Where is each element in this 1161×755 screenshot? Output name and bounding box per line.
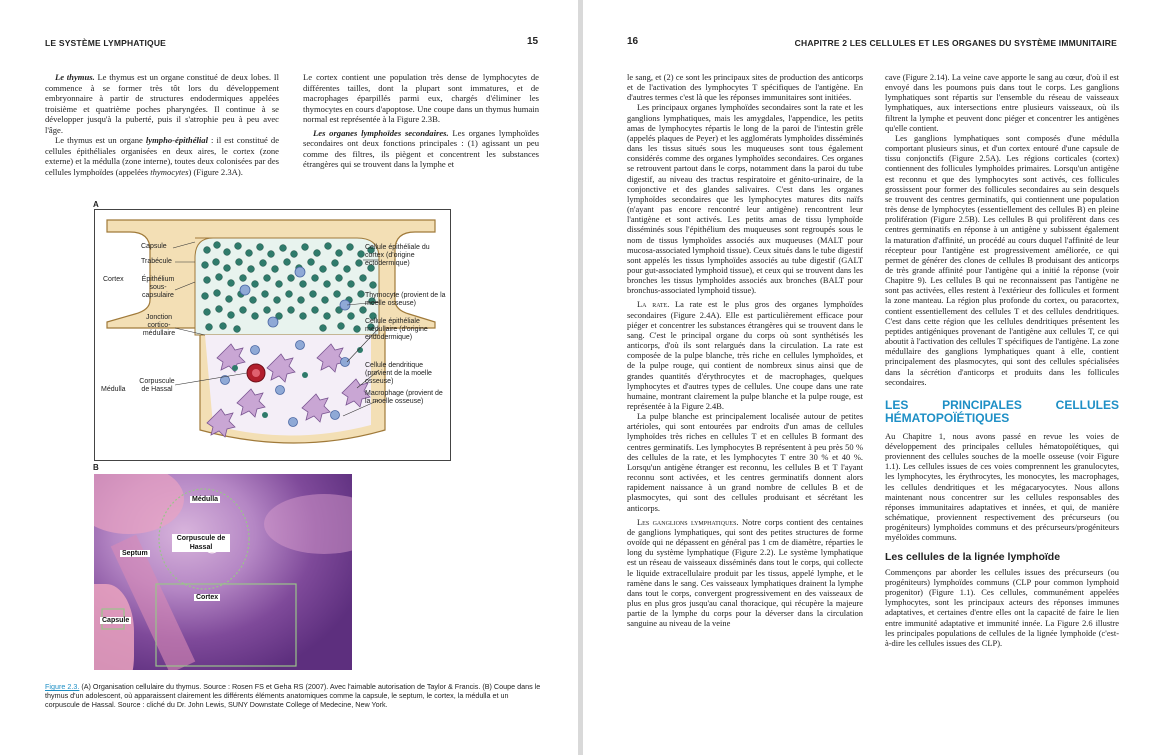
label-corpuscule: Corpuscule de Hassal xyxy=(139,378,175,393)
running-head-right: CHAPITRE 2 LES CELLULES ET LES ORGANES DU SYSTÈME IMMUNITAIRE xyxy=(794,38,1117,48)
right-page xyxy=(583,0,1161,755)
figure-caption xyxy=(45,682,545,709)
subsection-heading-lymphoid: Les cellules de la lignée lymphoïde xyxy=(885,550,1061,563)
figure-ref-link[interactable]: Figure 2.3. xyxy=(45,682,80,691)
hematopoietic-paragraph: Au Chapitre 1, nous avons passé en revue les voies de développement des principales cellules hématopoïétiques, qui proviennent des cellules souches de la moelle osseuse (voir Figure 1.1). Les cellules issues de ces voies comprennent les granulocytes, les lymphocytes, les érythrocytes, les monocytes, les macrophages, les cellules dendritiques et les mégacaryocytes. Nous allons maintenant nous concentrer sur les cellules responsables des réponses immunitaires adaptatives et innées, et qui, de manière schématique, proviennent respectivement des précurseurs (ou progéniteurs) lymphoïdes communs et des précurseurs/progéniteurs myéloïdes communs. xyxy=(885,430,1119,543)
right-column-1 xyxy=(627,72,863,628)
page-number-left: 15 xyxy=(527,36,539,47)
micro-label-septum: Septum xyxy=(122,550,148,557)
micro-label-capsule: Capsule xyxy=(102,617,130,624)
thymus-paragraph-2c: ) (Figure 2.3A). xyxy=(188,166,243,177)
micro-label-corpuscule: Corpuscule de Hassal xyxy=(172,534,230,552)
paragraph-intro: le sang, et (2) ce sont les principaux sites de production des anticorps et de l'activation des lymphocytes T spécifiques de l'antigène. En d'autres termes c'est là que les réponses immunitaires sont initiées. xyxy=(627,72,863,103)
secondary-organs-paragraph: Les organes lymphoïdes secondaires ont deux fonctions principales : (1) agissant un peu comme des filtres, ils piègent et concentrent les substances étrangères qui se trouvent dans la lymphe et xyxy=(303,127,539,170)
label-cell-medullary: Cellule épithéliale médullaire (d'origine endodermique) xyxy=(365,318,428,341)
label-cortex: Cortex xyxy=(103,276,124,283)
left-column-2 xyxy=(303,72,539,170)
label-capsule: Capsule xyxy=(141,243,167,250)
thymus-paragraph-2b: : il est constitué de cellules épithéliales organisées en deux aires, le cortex (zone externe) et la médulla (zone interne), toutes deux colonisées par des cellules lymphoïdes (appelées xyxy=(45,135,280,177)
figure-label-a: A xyxy=(93,200,99,209)
label-medulla: Médulla xyxy=(101,386,126,393)
label-thymocyte: Thymocyte (provient de la moelle osseuse) xyxy=(365,292,446,307)
lymph-nodes-heading: Les ganglions lymphatiques. xyxy=(637,516,739,527)
cortex-paragraph: Le cortex contient une population très dense de lymphocytes de différentes tailles, dont la plupart sont immatures, et de macrophages éparpillés parmi eux, chargés d'éliminer les thymocytes en cours d'apoptose. Une coupe dans un thymus humain normal est représentée à la Figure 2.3B. xyxy=(303,72,539,125)
label-macrophage: Macrophage (provient de la moelle osseuse) xyxy=(365,390,443,405)
secondary-organs-heading: Les organes lymphoïdes secondaires. xyxy=(313,127,449,138)
section-heading-hematopoietic: LES PRINCIPALES CELLULES HÉMATOPOÏÉTIQUES xyxy=(885,397,1119,425)
label-epithelium: Épithélium sous-capsulaire xyxy=(141,276,175,299)
lymph-node-structure-paragraph: Les ganglions lymphatiques sont composés d'une médulla comportant plusieurs sinus, et d'un cortex entouré d'une capsule de tissu conjonctifs (Figure 2.5A). Les régions corticales (cortex) contiennent des follicules lymphoïdes primaires. Lorsqu'un antigène est reconnu et que des lymphocytes sont activés, ces follicules grossissent pour former des follicules secondaires au sein desquels se trouvent des centres germinatifs, qui contiennent une population très dense de lymphocytes (essentiellement des cellules B) en pleine prolifération (Figure 2.5B). Les cellules B qui prolifèrent dans ces centres germinatifs en réponse à un antigène y subissent également la maturation d'affinité, un procédé au cours duquel l'affinité de leur récepteur pour l'antigène est progressivement améliorée, ce qui permet de générer des clones de cellules B produisant des anticorps de très grande affinité pour l'antigène qui a initié la réponse (voir Chapitre 9). Les cellules B qui ne reconnaissent pas l'antigène ne sont pas activées, elles restent à l'extérieur des follicules et forment la zone manteau. La région plus profonde du cortex, ou paracortex, contient essentiellement des cellules T et des cellules dendritiques. C'est dans cette région que les cellules dendritiques présentent les peptides antigéniques provenant de l'antigène aux cellules T, ce qui aboutit à l'activation des cellules T spécifiques de l'antigène. La zone médullaire des ganglions lymphatiques quant à elle, contient principalement des plasmocytes, qui sont des cellules spécialisées dans la sécrétion d'anticorps et produits dans les follicules secondaires. xyxy=(885,132,1119,387)
left-column-1 xyxy=(45,72,279,177)
thymus-heading: Le thymus. xyxy=(55,72,95,82)
thymus-paragraph-1: Le thymus est un organe constitué de deux lobes. Il commence à se former très tôt lors du développement embryonnaire à partir de structures endodermiques appelées troisième et quatrième poches pharyngées. Il continue à se développer jusqu'à la puberté, puis il s'atrophie peu à peu avec l'âge. xyxy=(45,72,279,135)
spleen-heading: La rate. xyxy=(637,299,670,310)
term-thymocytes: thymocytes xyxy=(150,166,189,177)
figure-2-3b-micrograph xyxy=(94,474,352,670)
micro-label-medulla: Médulla xyxy=(192,496,219,503)
spleen-paragraph: La rate est le plus gros des organes lymphoïdes secondaires (Figure 2.4A). Elle est particulièrement efficace pour piéger et concentrer les substances étrangères qui se trouvent dans le sang. C'est le principal organe du corps où sont synthétisés les anticorps, d'où ils sont relargués dans la circulation. La rate est composée de la pulpe blanche, très riche en cellules lymphoïdes, et de la pulpe rouge, qui contient de nombreux sinus ainsi que de grandes quantités d'érythrocytes et de macrophages, quelques lymphocytes et d'autres types de cellules. Une coupe dans une rate humaine, montrant clairement la pulpe blanche et la pulpe rouge, est représentée à la Figure 2.4B. xyxy=(627,299,864,411)
figure-label-b: B xyxy=(93,463,99,472)
label-dendritic: Cellule dendritique (provient de la moelle osseuse) xyxy=(365,362,432,385)
lymphoid-paragraph: Commençons par aborder les cellules issues des précurseurs (ou progéniteurs) lymphoïdes communs (CLP pour common lymphoid progenitor) (Figure 1.1). Ces cellules, communément appelées lymphocytes, sont les principaux acteurs des réponses immunes adaptatives, et certaines d'entre elles ont la capacité de faire le lien entre immunité adaptative et immunité innée. La Figure 2.6 illustre les principales populations de cellules de la lignée lymphoïde (c'est-à-dire les cellules issues des CLP). xyxy=(885,566,1119,648)
right-column-2 xyxy=(885,72,1119,648)
label-trabecule: Trabécule xyxy=(141,258,172,265)
running-head-left: LE SYSTÈME LYMPHATIQUE xyxy=(45,38,167,48)
lymph-nodes-paragraph: Notre corps contient des centaines de ganglions lymphatiques, qui sont des petites structures de forme ovoïde qui ne dépassent en général pas 1 cm de diamètre, réparties le long du système lymphatique (Figure 2.2). Le système lymphatique est un réseau de vaisseaux disséminés dans tout le corps, qui collecte le liquide extracellulaire produit par les tissus, appelé lymphe, et le ramène dans le sang. Ces vaisseaux lymphatiques drainent la lymphe dans tout le corps, convergent progressivement en des vaisseaux de plus en plus gros jusqu'au canal thoracique, qui récupère la majeure partie de la lymphe du corps pour la déverser dans la circulation sanguine au niveau de la veine xyxy=(627,516,863,629)
caption-text: (A) Organisation cellulaire du thymus. Source : Rosen FS et Geha RS (2007). Avec l'aimable autorisation de Taylor & Francis. (B) Coupe dans le thymus d'un adolescent, où apparaissent clairement les différents éléments anatomiques comme la capsule, le septum, le cortex, la médulla et un corpuscule de Hassal. Source : cliché du Dr. John Lewis, SUNY Downstate College of Medecine, New York. xyxy=(45,682,541,709)
left-page xyxy=(0,0,578,755)
term-lympho-epithelial: lympho-épithélial xyxy=(145,135,208,146)
micro-label-cortex: Cortex xyxy=(196,594,219,601)
thymus-paragraph-2a: Le thymus est un organe xyxy=(55,135,146,146)
label-cell-cortex: Cellule épithéliale du cortex (d'origine ectodermique) xyxy=(365,244,430,267)
figure-2-3a-diagram xyxy=(94,209,451,461)
white-pulp-paragraph: La pulpe blanche est principalement localisée autour de petites artérioles, qui sont entourées par endroits d'un amas de cellules lymphoïdes très riches en cellules T et en cellules B formant des centres germinatifs. Les lymphocytes B représentent à peu près 50 % des cellules de la rate, et les lymphocytes T entre 30 % et 40 %. Lorsqu'un antigène étranger est reconnu, les cellules B et T l'ayant reconnu sont activées, et les centres germinatifs donnent alors rapidement naissance à un grand nombre de cellules B et de plasmocytes, qui sont des cellules produisant et sécrétant les anticorps. xyxy=(627,411,863,513)
page-number-right: 16 xyxy=(627,36,639,47)
label-jonction: Jonction cortico-médullaire xyxy=(142,314,176,337)
paragraph-secondary-organs: Les principaux organes lymphoïdes secondaires sont la rate et les ganglions lymphatiques, mais les amygdales, l'appendice, les petits amas de lymphocytes répartis le long de la paroi de l'intestin grêle (appelés plaques de Peyer) et les agglomérats lymphoïdes disséminés dans les tissus situés sous les muqueuses sont tous également considérés comme des organes lymphoïdes secondaires. Ces organes se retrouvent partout dans le corps, notamment dans la paroi du tube digestif, au niveau des tractus respiratoire et génito-urinaire, de la conjonctive et des glandes salivaires. C'est dans les organes lymphoïdes secondaires que les lymphocytes matures dits naïfs (n'ayant pas encore rencontré leur antigène) rencontrent leur l'antigène et sont activés. Les petits amas de tissu lymphoïde disséminés sous l'épithélium des muqueuses sont regroupés sous le nom de tissus lymphoïdes associés aux muqueuses (MALT pour mucosa-associated lymphoid tissue). Ceux situés dans le tube digestif sont appelés les tissus lymphoïdes associés au tube digestif (GALT pour gut-associated lymphoid tissue), et ceux qui se trouvent dans les bronches les tissus lymphoïdes associés aux bronches (BALT pour bronchus-associated lymphoid tissue). xyxy=(627,102,863,296)
vena-cava-paragraph: cave (Figure 2.14). La veine cave apporte le sang au cœur, d'où il est envoyé dans les poumons puis dans tout le corps. Les ganglions lymphatiques sont répartis sur l'ensemble du réseau de vaisseaux lymphatiques, aux intersections entre plusieurs vaisseaux, où ils filtrent la lymphe et peuvent donc piéger et concentrer les antigènes qu'elle contient. xyxy=(885,72,1119,133)
